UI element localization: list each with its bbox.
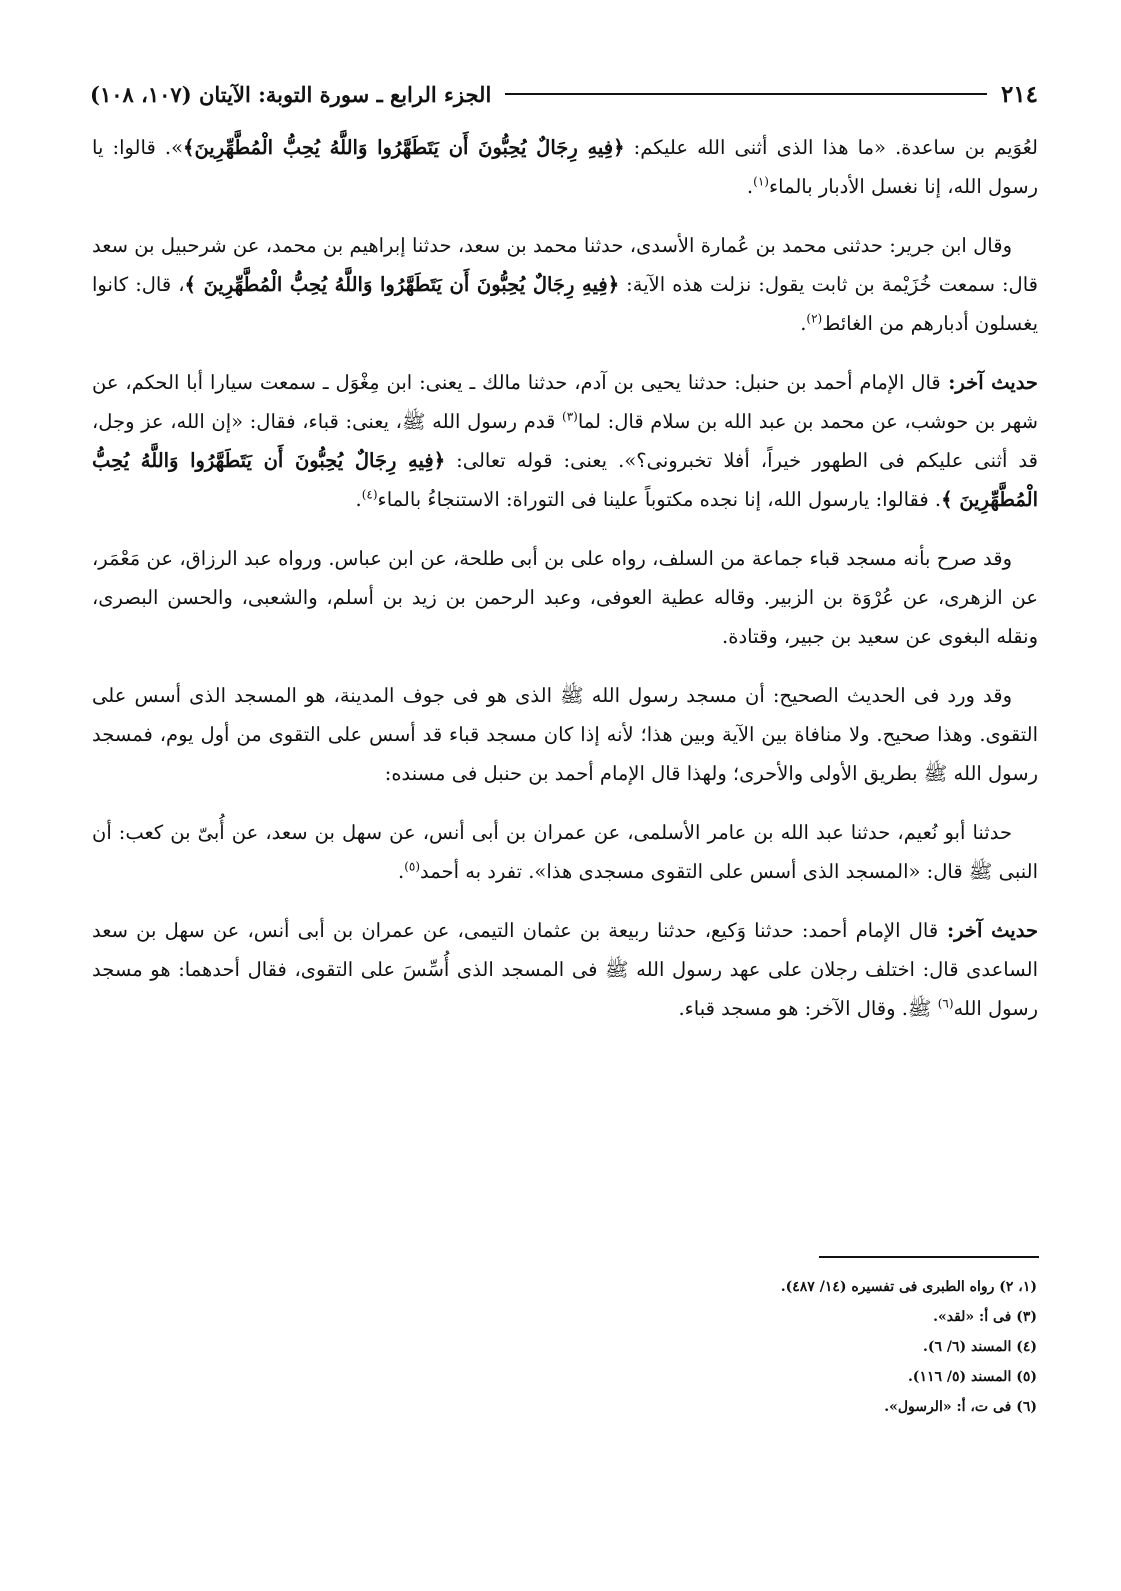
text-segment: . <box>355 488 362 511</box>
paragraph-6 <box>92 813 1038 891</box>
main-text <box>92 128 1038 1048</box>
paragraph-5 <box>92 676 1038 793</box>
text-segment: وقد صرح بأنه مسجد قباء جماعة من السلف، رواه على بن أبى طلحة، عن ابن عباس. ورواه عبد الرزاق، عن مَعْمَر، عن الزهرى، عن عُرْوَة بن الزبير. وقاله عطية العوفى، وعبد الرحمن بن زيد بن أسلم، والشعبى، والحسن البصرى، ونقله البغوى عن سعيد بن جبير، وقتادة. <box>92 547 1038 648</box>
section-label: حديث آخر: <box>938 919 1039 942</box>
paragraph-3 <box>92 363 1038 519</box>
footnote: (٦) فى ت، أ: «الرسول». <box>884 1399 1037 1415</box>
footnotes <box>437 1272 1037 1422</box>
text-segment: قال الإمام أحمد: حدثنا وَكيع، حدثنا ربيعة بن عثمان التيمى، عن عمران بن أبى أنس، عن سهل بن سعد الساعدى قال: اختلف رجلان على عهد رسول الله ﷺ فى المسجد الذى أُسِّسَ على التقوى، فقال أحدهما: هو مسجد رسول الله <box>92 919 1038 1020</box>
footnote: (٤) المسند (٦/ ٦). <box>922 1339 1037 1355</box>
footnote-ref: (٤) <box>361 487 378 502</box>
footnote: (٣) فى أ: «لقد». <box>933 1309 1037 1325</box>
running-header <box>90 76 1038 112</box>
text-segment: ، قال: كانوا يغسلون أدبارهم من الغائط <box>92 273 1038 335</box>
text-segment: ﷺ. وقال الآخر: هو مسجد قباء. <box>678 997 938 1020</box>
text-segment: . <box>800 312 807 335</box>
footnote-ref: (٦) <box>937 996 954 1011</box>
text-segment: لعُوَيم بن ساعدة. «ما هذا الذى أثنى الله عليكم: <box>624 136 1038 159</box>
text-segment: وقال ابن جرير: حدثنى محمد بن عُمارة الأسدى، حدثنا محمد بن سعد، حدثنا إبراهيم بن محمد، عن شرحبيل بن سعد قال: سمعت خُزَيْمة بن ثابت يقول: نزلت هذه الآية: <box>92 234 1038 296</box>
running-title: الجزء الرابع ـ سورة التوبة: الآيتان (١٠٧، ١٠٨) <box>90 81 492 107</box>
text-segment: قدم رسول الله ﷺ، يعنى: قباء، فقال: «إن الله، عز وجل، قد أثنى عليكم فى الطهور خيراً، أفلا تخبرونى؟». يعنى: قوله تعالى: <box>92 410 1038 472</box>
paragraph-2 <box>92 226 1038 343</box>
footnote-ref: (١) <box>753 174 769 189</box>
text-segment: . <box>398 860 405 883</box>
quran-verse: ﴿فِيهِ رِجَالٌ يُحِبُّونَ أَن يَتَطَهَّرُوا وَاللَّهُ يُحِبُّ الْمُطَّهِّرِينَ﴾ <box>183 136 625 159</box>
header-rule <box>505 93 987 95</box>
footnote-ref: (٥) <box>404 859 421 874</box>
footnote-ref: (٣) <box>562 409 578 424</box>
footnote: (١، ٢) رواه الطبرى فى تفسيره (١٤/ ٤٨٧). <box>780 1279 1037 1295</box>
text-segment: ». قالوا: يا رسول الله، إنا نغسل الأدبار بالماء <box>92 136 1038 198</box>
footnote-ref: (٢) <box>806 311 823 326</box>
paragraph-7 <box>92 911 1038 1028</box>
text-segment: . <box>746 175 754 198</box>
footnote-separator <box>819 1256 1039 1258</box>
quran-verse: ﴿فِيهِ رِجَالٌ يُحِبُّونَ أَن يَتَطَهَّرُوا وَاللَّهُ يُحِبُّ الْمُطَّهِّرِينَ ﴾ <box>92 449 1038 511</box>
text-segment: . فقالوا: يارسول الله، إنا نجده مكتوباً علينا فى التوراة: الاستنجاءُ بالماء <box>377 488 942 511</box>
text-segment: حدثنا أبو نُعيم، حدثنا عبد الله بن عامر الأسلمى، عن عمران بن أبى أنس، عن سهل بن سعد، عن أُبىّ بن كعب: أن النبى ﷺ قال: «المسجد الذى أسس على التقوى مسجدى هذا». تفرد به أحمد <box>92 821 1038 883</box>
section-label: حديث آخر: <box>940 371 1038 394</box>
paragraph-1 <box>92 128 1038 206</box>
page-number: ٢١٤ <box>1000 80 1038 108</box>
paragraph-4 <box>92 539 1038 656</box>
quran-verse: ﴿فِيهِ رِجَالٌ يُحِبُّونَ أَن يَتَطَهَّرُوا وَاللَّهُ يُحِبُّ الْمُطَّهِّرِينَ ﴾ <box>184 273 620 296</box>
text-segment: وقد ورد فى الحديث الصحيح: أن مسجد رسول الله ﷺ الذى هو فى جوف المدينة، هو المسجد الذى أسس على التقوى. وهذا صحيح. ولا منافاة بين الآية وبين هذا؛ لأنه إذا كان مسجد قباء قد أسس على التقوى من أول يوم، فمسجد رسول الله ﷺ بطريق الأولى والأحرى؛ ولهذا قال الإمام أحمد بن حنبل فى مسنده: <box>92 684 1038 785</box>
text-segment: قال الإمام أحمد بن حنبل: حدثنا يحيى بن آدم، حدثنا مالك ـ يعنى: ابن مِغْوَل ـ سمعت سيارا أبا الحكم، عن شهر بن حوشب، عن محمد بن عبد الله بن سلام قال: لما <box>92 371 1038 433</box>
footnote: (٥) المسند (٥/ ١١٦). <box>907 1369 1037 1385</box>
